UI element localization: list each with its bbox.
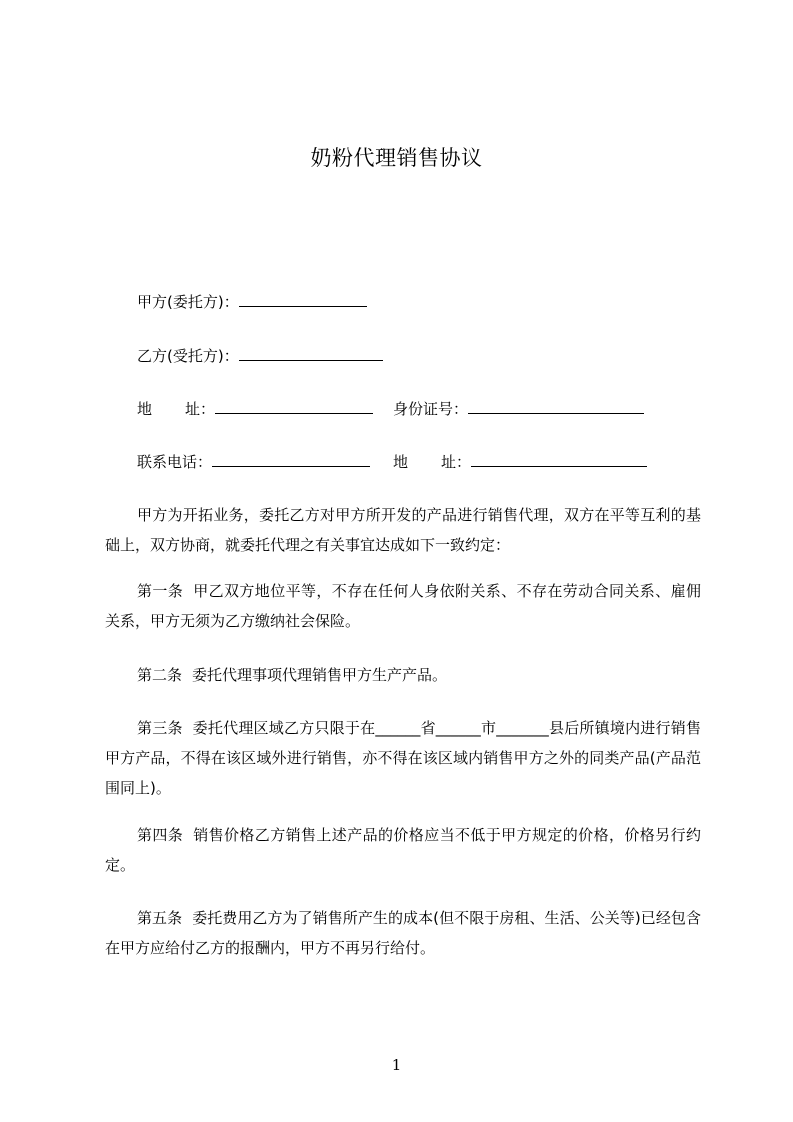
article-5-label: 第五条 (137, 909, 183, 927)
phone-line (137, 452, 370, 472)
article-3 (105, 713, 701, 803)
address-line-1 (137, 399, 373, 419)
address2-label-b: 址： (441, 453, 472, 471)
address-blank-1 (215, 399, 373, 414)
party-a-label: 甲方(委托方)： (137, 293, 239, 311)
address-label-a: 地 (137, 400, 153, 418)
preamble-paragraph: 甲方为开拓业务，委托乙方对甲方所开发的产品进行销售代理，双方在平等互利的基础上，双方协商，就委托代理之有关事宜达成如下一致约定： (105, 506, 701, 554)
article-1-text: 甲乙双方地位平等，不存在任何人身依附关系、不存在劳动合同关系、雇佣关系，甲方无须为乙方缴纳社会保险。 (105, 582, 701, 630)
party-b-line (137, 346, 383, 366)
article-3-text-2: 省 (420, 719, 436, 737)
party-a-blank (239, 292, 367, 307)
document-title: 奶粉代理销售协议 (310, 146, 483, 170)
article-2-text: 委托代理事项代理销售甲方生产产品。 (192, 666, 448, 684)
party-a-line (137, 292, 367, 312)
address2-label-a: 地 (393, 453, 409, 471)
article-1-label: 第一条 (137, 582, 184, 600)
article-3-text-1: 委托代理区域乙方只限于在 (192, 719, 376, 737)
article-3-text-3: 市 (480, 719, 497, 737)
article-5-text: 委托费用乙方为了销售所产生的成本(但不限于房租、生活、公关等)已经包含在甲方应给付乙方的报酬内，甲方不再另行给付。 (105, 909, 701, 957)
province-blank: ______ (375, 719, 421, 737)
id-number-label: 身份证号： (393, 400, 469, 418)
id-number-blank (468, 399, 644, 414)
article-2-label: 第二条 (137, 666, 183, 684)
article-4-text: 销售价格乙方销售上述产品的价格应当不低于甲方规定的价格，价格另行约定。 (105, 826, 701, 874)
phone-blank (212, 452, 370, 467)
article-4-label: 第四条 (137, 826, 184, 844)
id-number-line (393, 399, 644, 419)
address-label-b: 址： (185, 400, 216, 418)
article-5 (105, 903, 701, 963)
article-3-text-4: 县后所镇境内进行销售甲方产品，不得在该区域外进行销售，亦不得在该区域内销售甲方之外的同类产品(产品范围同上)。 (105, 719, 701, 797)
article-3-label: 第三条 (137, 719, 183, 737)
phone-label: 联系电话： (137, 453, 213, 471)
article-2 (105, 660, 701, 690)
address-line-2 (393, 452, 647, 472)
address-blank-2 (471, 452, 647, 467)
page-number: 1 (391, 1056, 402, 1074)
article-4 (105, 820, 701, 880)
article-1 (105, 576, 701, 636)
party-b-blank (239, 346, 383, 361)
city-blank: ______ (435, 719, 481, 737)
party-b-label: 乙方(受托方)： (137, 347, 239, 365)
county-blank: _______ (496, 719, 549, 737)
